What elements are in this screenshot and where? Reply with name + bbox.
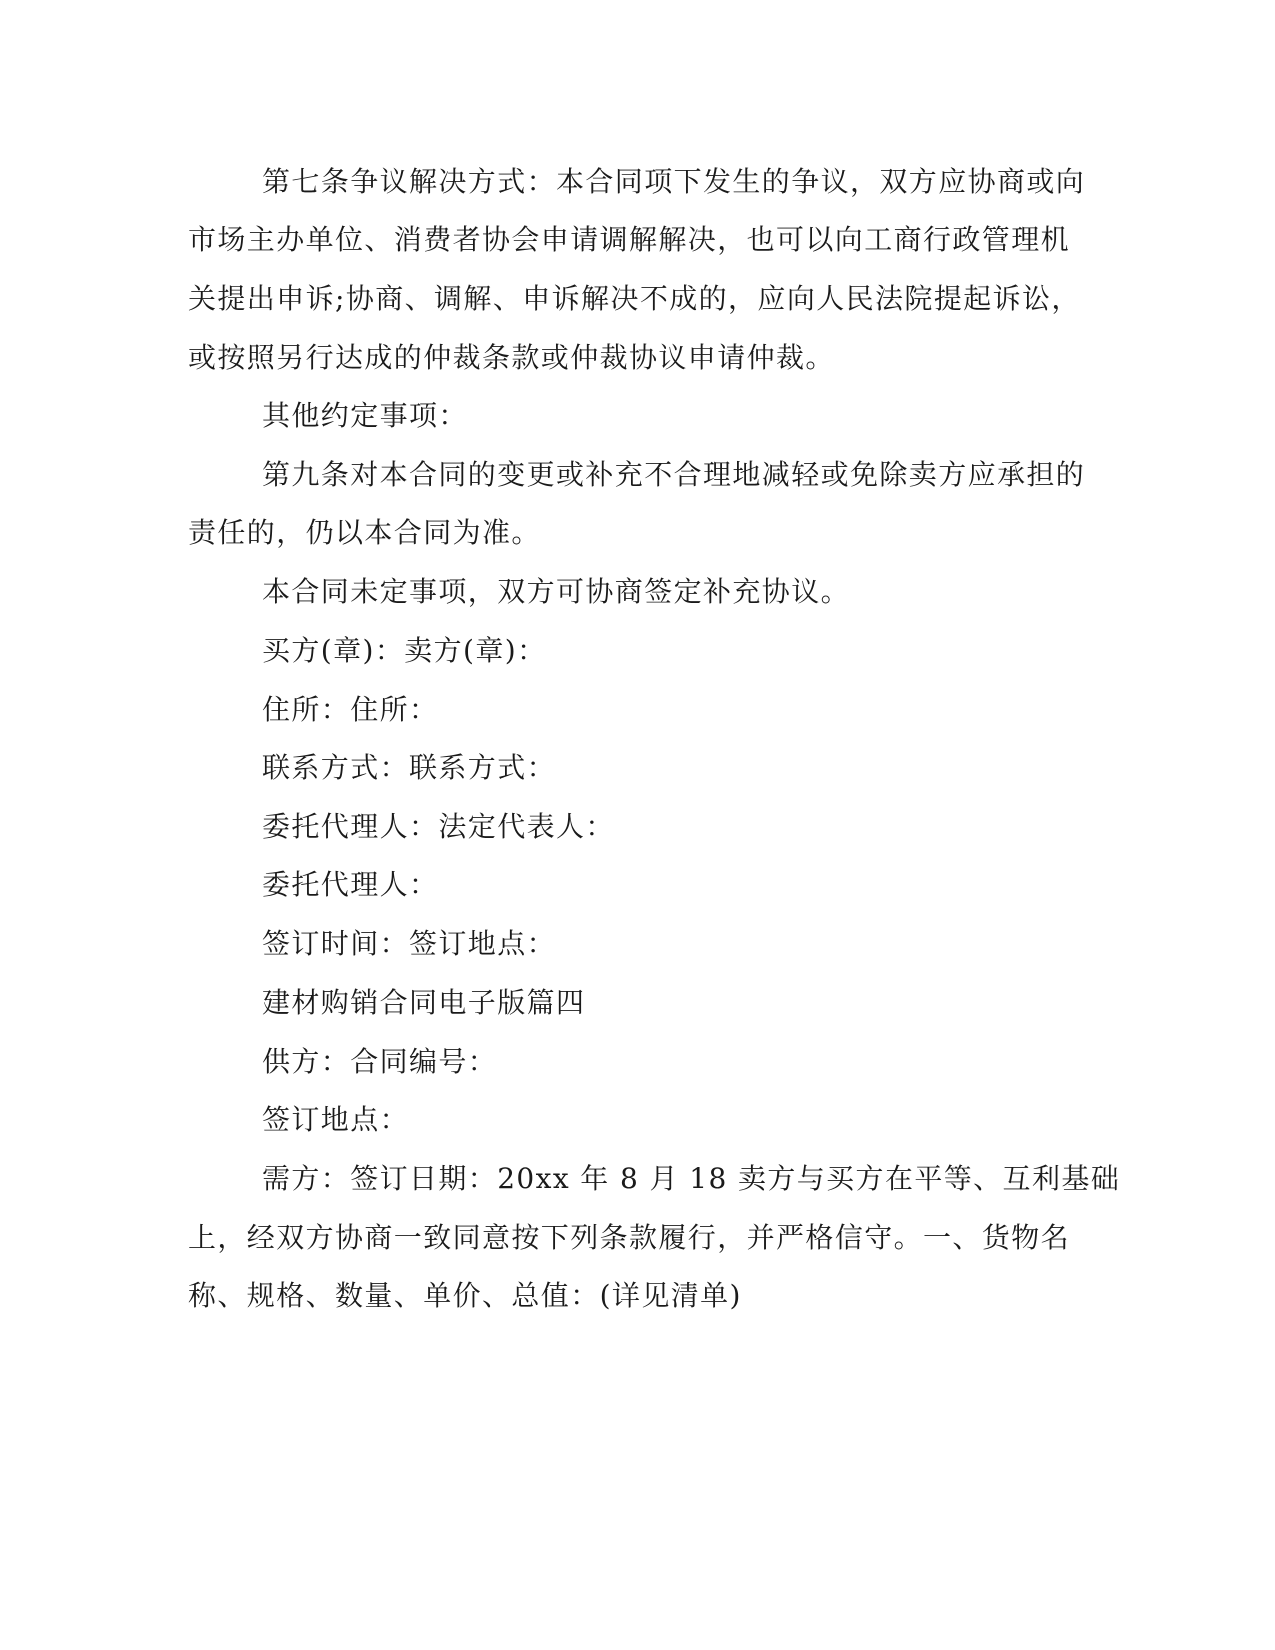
text-line: 市场主办单位、消费者协会申请调解解决，也可以向工商行政管理机 [188,223,1071,256]
text-line: 责任的，仍以本合同为准。 [188,516,541,549]
text-line: 第七条争议解决方式：本合同项下发生的争议，双方应协商或向 [262,165,1086,198]
text-line: 称、规格、数量、单价、总值：(详见清单) [188,1279,742,1312]
text-line: 委托代理人： [262,868,439,901]
text-line: 联系方式：联系方式： [262,751,557,784]
text-line: 需方：签订日期：20xx 年 8 月 18 卖方与买方在平等、互利基础 [262,1162,1121,1195]
text-line: 签订时间：签订地点： [262,927,557,960]
text-line: 或按照另行达成的仲裁条款或仲裁协议申请仲裁。 [188,341,835,374]
text-line: 签订地点： [262,1103,410,1136]
text-line: 关提出申诉;协商、调解、申诉解决不成的，应向人民法院提起诉讼， [188,282,1081,315]
section-heading: 建材购销合同电子版篇四 [262,986,586,1019]
text-line: 住所：住所： [262,693,439,726]
text-line: 其他约定事项： [262,399,468,432]
text-line: 第九条对本合同的变更或补充不合理地减轻或免除卖方应承担的 [262,458,1086,491]
text-line: 供方：合同编号： [262,1045,498,1078]
text-line: 本合同未定事项，双方可协商签定补充协议。 [262,575,851,608]
text-line: 上，经双方协商一致同意按下列条款履行，并严格信守。一、货物名 [188,1221,1071,1254]
text-line: 委托代理人：法定代表人： [262,810,615,843]
text-line: 买方(章)：卖方(章)： [262,634,547,667]
